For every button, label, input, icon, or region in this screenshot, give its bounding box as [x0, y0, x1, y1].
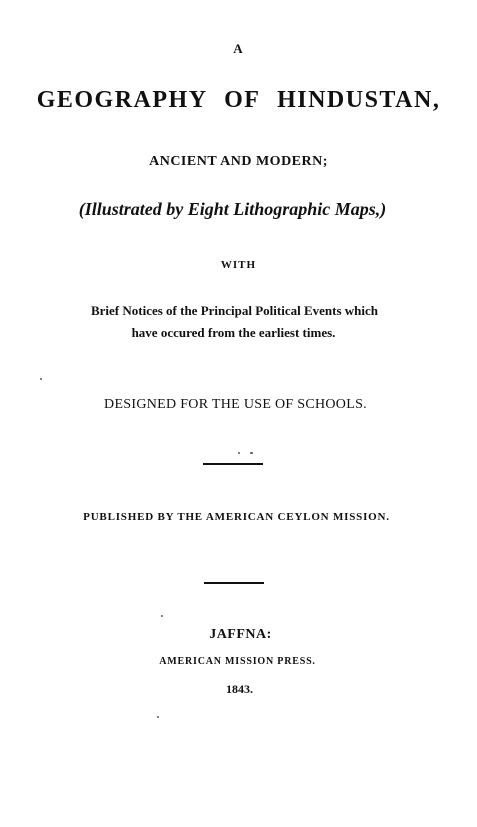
illustration-note: (Illustrated by Eight Lithographic Maps,) [78, 199, 387, 219]
scan-speck [157, 716, 159, 718]
scan-speck [238, 452, 240, 454]
scan-speck [161, 615, 163, 617]
notice-line-2: have occured from the earliest times. [131, 325, 336, 340]
scan-speck [40, 378, 42, 380]
title-article: A [233, 41, 244, 56]
designed-for: DESIGNED FOR THE USE OF SCHOOLS. [104, 397, 367, 412]
place-name: JAFFNA: [209, 627, 272, 642]
press-name: AMERICAN MISSION PRESS. [159, 656, 316, 667]
book-title: GEOGRAPHY OF HINDUSTAN, [36, 87, 441, 113]
publisher-line: PUBLISHED BY THE AMERICAN CEYLON MISSION. [83, 511, 390, 523]
publication-year: 1843. [226, 682, 253, 696]
scan-speck [250, 452, 253, 454]
divider-rule-1 [203, 463, 263, 465]
with-word: WITH [220, 259, 257, 271]
divider-rule-2 [204, 582, 264, 584]
book-subtitle: ANCIENT AND MODERN; [149, 154, 328, 169]
notice-line-1: Brief Notices of the Principal Political Events which [90, 303, 379, 318]
